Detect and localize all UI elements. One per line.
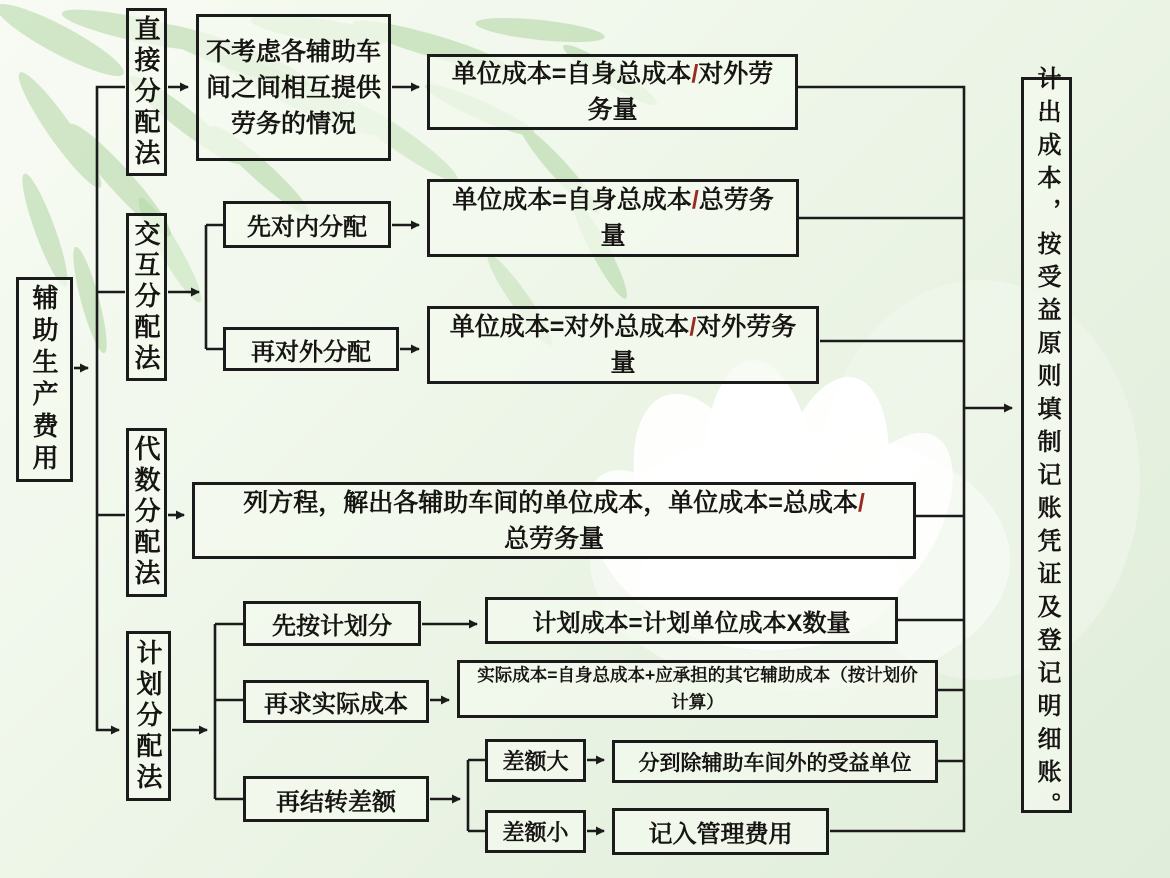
- algebraic-formula-box: [192, 482, 916, 559]
- step-diff-label: 再结转差额: [276, 788, 396, 816]
- case-big-diff-box: [485, 739, 586, 782]
- method-direct-label: 直接分配法: [131, 14, 161, 170]
- sink-box: [1021, 65, 1072, 825]
- step-external-box: [223, 327, 399, 371]
- case-big-diff-label: 差额大: [502, 749, 569, 774]
- result-small-diff-text: 记入管理费用: [648, 821, 793, 848]
- direct-formula-box: [427, 54, 798, 130]
- root-box: [16, 277, 73, 482]
- formula-post: 总劳务量: [503, 524, 604, 553]
- actual-formula-text: 实际成本=自身总成本+应承担的其它辅助成本（按计划价计算）: [477, 665, 918, 712]
- result-small-diff-box: [612, 808, 829, 855]
- step-internal-label: 先对内分配: [247, 214, 367, 241]
- case-small-diff-label: 差额小: [502, 820, 569, 845]
- plan-formula-text: 计划成本=计划单位成本X数量: [532, 610, 851, 637]
- method-algebraic-label: 代数分配法: [131, 435, 161, 590]
- external-formula-box: [427, 306, 819, 384]
- method-algebraic-box: [126, 428, 167, 597]
- formula-slash: /: [689, 313, 697, 341]
- step-diff-box: [243, 776, 429, 822]
- result-big-diff-text: 分到除辅助车间外的受益单位: [638, 751, 912, 775]
- method-planned-label: 计划分配法: [133, 638, 163, 794]
- algebraic-formula-text: [233, 485, 875, 557]
- direct-formula-text: [440, 56, 785, 128]
- step-plan-label: 先按计划分: [272, 613, 392, 640]
- formula-slash: /: [691, 186, 699, 214]
- formula-pre: 列方程，解出各辅助车间的单位成本，单位成本=总成本: [243, 488, 858, 517]
- formula-slash: /: [857, 488, 865, 517]
- sink-label: 计出成本，按受益原则填制记账凭证及登记明细账。: [1033, 65, 1060, 825]
- formula-post: 对外劳务量: [610, 313, 797, 377]
- result-big-diff-box: [612, 740, 938, 783]
- collector-line: [798, 87, 964, 831]
- step-external-label: 再对外分配: [251, 338, 371, 366]
- formula-pre: 单位成本=对外总成本: [449, 313, 690, 341]
- formula-pre: 单位成本=自身总成本: [452, 186, 692, 214]
- method-reciprocal-box: [126, 213, 167, 381]
- internal-formula-text: [442, 182, 784, 254]
- formula-post: 总劳务量: [600, 186, 774, 250]
- external-formula-text: [442, 309, 804, 381]
- method-reciprocal-label: 交互分配法: [131, 219, 161, 375]
- step-actual-label: 再求实际成本: [264, 691, 408, 718]
- internal-formula-box: [427, 179, 799, 257]
- root-label: 辅助生产费用: [29, 283, 59, 476]
- formula-slash: /: [691, 60, 699, 88]
- step-plan-box: [243, 601, 421, 646]
- method-direct-box: [126, 8, 167, 176]
- direct-desc-text: 不考虑各辅助车间之间相互提供劳务的情况: [205, 37, 381, 138]
- method-planned-box: [126, 631, 171, 801]
- formula-post: 对外劳务量: [587, 60, 774, 124]
- formula-pre: 单位成本=自身总成本: [451, 60, 692, 88]
- trunk-line: [97, 87, 125, 730]
- direct-desc-box: [196, 14, 391, 161]
- step-actual-box: [243, 680, 429, 723]
- actual-formula-box: [457, 660, 938, 718]
- plan-formula-box: [485, 597, 898, 644]
- step-internal-box: [223, 201, 391, 248]
- case-small-diff-box: [485, 810, 586, 853]
